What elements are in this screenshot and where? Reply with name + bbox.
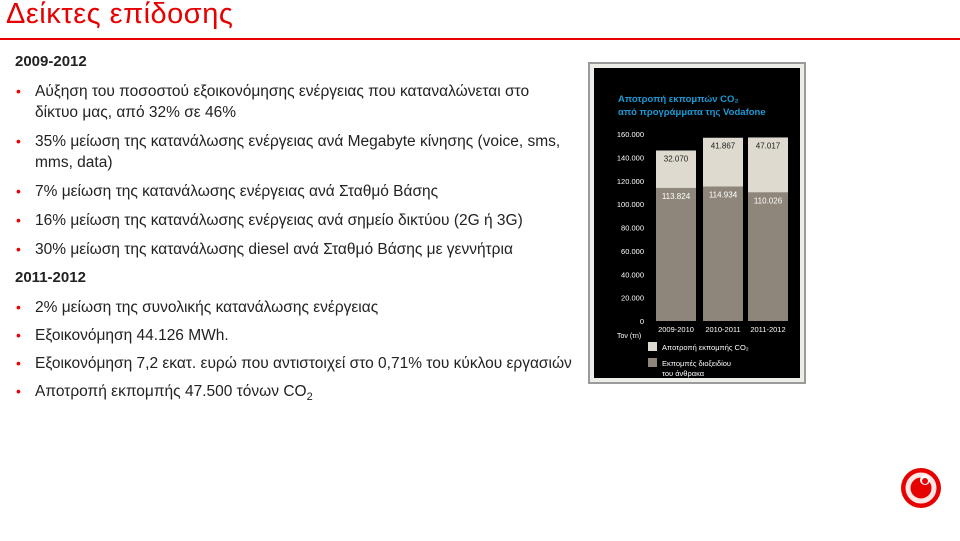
bullet-item: • Εξοικονόμηση 7,2 εκατ. ευρώ που αντιστοιχεί στο 0,71% του κύκλου εργασιών [15, 353, 575, 374]
legend-swatch [648, 358, 657, 367]
legend-swatch [648, 342, 657, 351]
bullet-item: • 7% μείωση της κατανάλωσης ενέργειας ανά Σταθμό Βάσης [15, 181, 575, 202]
data-label: 114.934 [708, 190, 738, 200]
section-heading: 2011-2012 [15, 269, 86, 286]
chart-title-line2: από προγράμματα της Vodafone [618, 107, 766, 118]
y-tick-label: 160.000 [616, 130, 644, 139]
y-tick-label: 100.000 [616, 200, 644, 210]
slide-title: Δείκτες επίδοσης [6, 0, 234, 30]
y-tick-label: 60.000 [621, 246, 644, 256]
bullet-item: • 35% μείωση της κατανάλωσης ενέργειας ανά Megabyte κίνησης (voice, sms, mms, data) [15, 131, 575, 173]
bar-segment [703, 187, 743, 321]
section-heading: 2009-2012 [15, 53, 87, 70]
bullet-item: • Αύξηση του ποσοστού εξοικονόμησης ενέργειας που καταναλώνεται στο δίκτυο μας, από 32% σε 46% [15, 81, 575, 123]
section-2009-2012 [15, 52, 575, 260]
slide-content [15, 52, 575, 408]
bullet-item-co2 [15, 381, 575, 408]
bar-segment [748, 192, 788, 321]
bar-segment [656, 188, 696, 321]
y-tick-label: 0 [639, 317, 644, 326]
y-tick-label: 120.000 [616, 176, 644, 186]
title-divider [0, 38, 960, 40]
chart-title-line1: Αποτροπή εκπομπών CO₂ [618, 94, 739, 105]
bullet-list [15, 297, 575, 408]
bullet-item: • 30% μείωση της κατανάλωσης diesel ανά Σταθμό Βάσης με γεννήτρια [15, 239, 575, 260]
bullet-item: • 16% μείωση της κατανάλωσης ενέργειας ανά σημείο δικτύου (2G ή 3G) [15, 210, 575, 231]
y-tick-label: 40.000 [621, 270, 644, 280]
data-label: 113.824 [661, 191, 691, 201]
y-tick-label: 20.000 [621, 293, 644, 303]
data-label: 110.026 [753, 196, 783, 206]
data-label: 41.867 [710, 141, 736, 151]
x-tick-label: 2010-2011 [705, 325, 741, 334]
data-label: 32.070 [663, 154, 689, 164]
y-tick-label: 80.000 [621, 223, 644, 233]
y-tick-label: 140.000 [616, 153, 644, 163]
bullet-list [15, 81, 575, 260]
bullet-item: • Εξοικονόμηση 44.126 MWh. [15, 325, 575, 346]
x-tick-label: 2011-2012 [750, 325, 786, 334]
legend-label: του άνθρακα [662, 369, 705, 378]
section-2011-2012 [15, 268, 575, 408]
vodafone-logo-icon [899, 466, 943, 510]
data-label: 47.017 [755, 141, 781, 151]
co2-subscript: 2 [306, 391, 313, 404]
x-tick-label: 2009-2010 [658, 325, 694, 334]
legend-label: Εκπομπές διοξειδίου [662, 359, 732, 368]
chart-svg [590, 64, 804, 382]
bullet-item: • 2% μείωση της συνολικής κατανάλωσης ενέργειας [15, 297, 575, 318]
bullet-text: Αποτροπή εκπομπής 47.500 τόνων CO [35, 383, 307, 400]
co2-chart [588, 62, 806, 384]
y-unit-label: Τον (τn) [617, 333, 642, 340]
legend-label: Αποτροπή εκπομπής CO₂ [662, 343, 749, 352]
